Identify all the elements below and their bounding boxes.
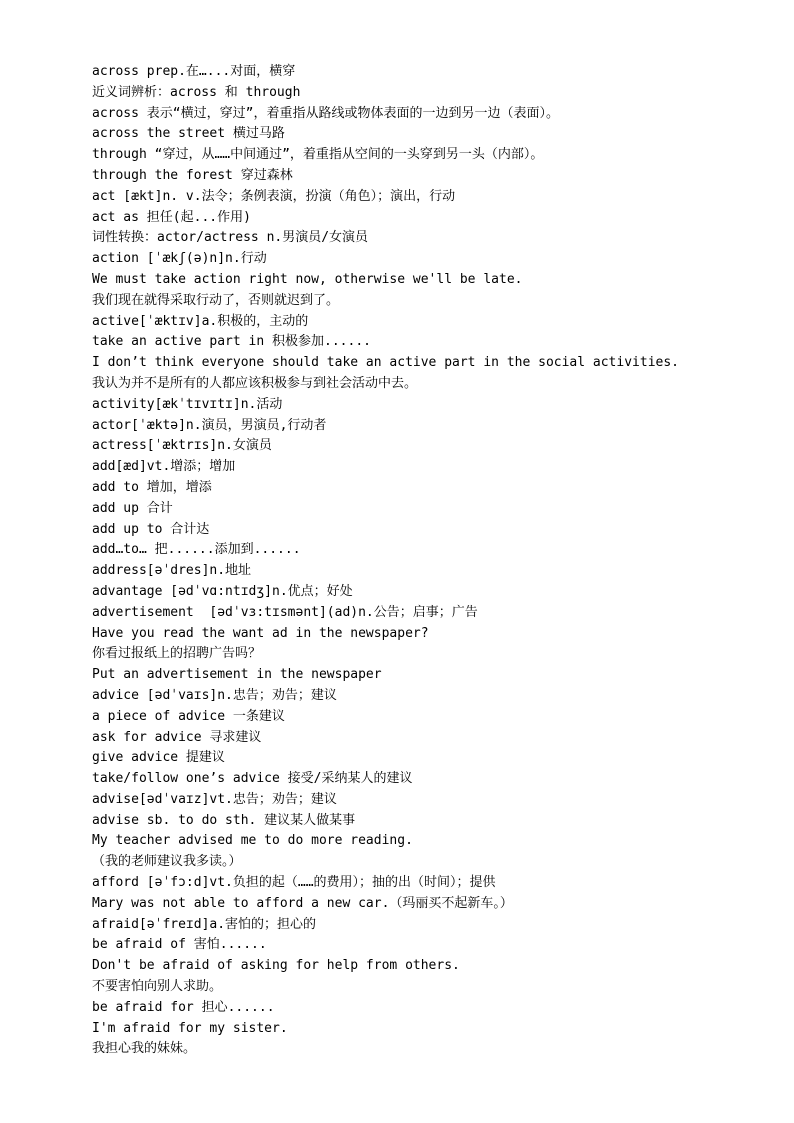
text-line: Have you read the want ad in the newspaper?: [92, 625, 429, 641]
text-line: through “穿过，从……中间通过”，着重指从空间的一头穿到另一头（内部）。: [92, 147, 544, 163]
text-line: advertisement [ədˈvɜ:tɪsmənt](ad)n.公告；启事；广告: [92, 604, 478, 620]
text-line: advantage [ədˈvɑ:ntɪdʒ]n.优点；好处: [92, 583, 353, 599]
text-line: advise sb. to do sth. 建议某人做某事: [92, 812, 356, 828]
text-line: I don’t think everyone should take an active part in the social activities.: [92, 355, 679, 371]
text-line: address[əˈdres]n.地址: [92, 563, 252, 579]
text-line: be afraid for 担心......: [92, 999, 275, 1015]
text-line: act as 担任(起...作用): [92, 209, 251, 225]
text-line: add up to 合计达: [92, 521, 210, 537]
text-line: across 表示“横过，穿过”，着重指从路线或物体表面的一边到另一边（表面）。: [92, 105, 559, 121]
text-line: act [ækt]n. v.法令；条例表演，扮演（角色）；演出，行动: [92, 188, 456, 204]
document-body: [92, 62, 732, 1060]
text-line: 不要害怕向别人求助。: [92, 979, 223, 995]
text-line: take an active part in 积极参加......: [92, 334, 371, 350]
text-line: ask for advice 寻求建议: [92, 729, 262, 745]
text-line: give advice 提建议: [92, 750, 225, 766]
text-line: actress[ˈæktrɪs]n.女演员: [92, 438, 272, 454]
text-line: 近义词辨析：across 和 through: [92, 84, 301, 100]
text-line: active[ˈæktɪv]a.积极的，主动的: [92, 313, 309, 329]
text-line: Put an advertisement in the newspaper: [92, 667, 382, 683]
text-line: I'm afraid for my sister.: [92, 1020, 288, 1036]
text-line: add to 增加，增添: [92, 479, 212, 495]
text-line: add…to… 把......添加到......: [92, 542, 301, 558]
text-line: add up 合计: [92, 500, 173, 516]
text-line: through the forest 穿过森林: [92, 167, 293, 183]
text-line: add[æd]vt.增添；增加: [92, 459, 236, 475]
text-line: actor[ˈæktə]n.演员，男演员,行动者: [92, 417, 327, 433]
text-line: My teacher advised me to do more reading.: [92, 833, 413, 849]
text-line: afford [əˈfɔ:d]vt.负担的起（……的费用）；抽的出（时间）；提供: [92, 875, 496, 891]
text-line: across the street 横过马路: [92, 126, 285, 142]
text-line: 词性转换：actor/actress n.男演员/女演员: [92, 230, 369, 246]
text-line: 你看过报纸上的招聘广告吗？: [92, 646, 262, 662]
text-line: advise[ədˈvaɪz]vt.忠告；劝告；建议: [92, 791, 337, 807]
text-line: a piece of advice 一条建议: [92, 708, 285, 724]
text-line: activity[ækˈtɪvɪtɪ]n.活动: [92, 396, 283, 412]
text-line: 我认为并不是所有的人都应该积极参与到社会活动中去。: [92, 375, 418, 391]
text-line: afraid[əˈfreɪd]a.害怕的；担心的: [92, 916, 317, 932]
text-line: 我担心我的妹妹。: [92, 1041, 197, 1057]
text-line: take/follow one’s advice 接受/采纳某人的建议: [92, 771, 413, 787]
text-line: Mary was not able to afford a new car.（玛丽买不起新车。）: [92, 895, 513, 911]
text-line: We must take action right now, otherwise we'll be late.: [92, 271, 523, 287]
text-line: 我们现在就得采取行动了，否则就迟到了。: [92, 292, 340, 308]
text-line: Don't be afraid of asking for help from others.: [92, 958, 460, 974]
text-line: （我的老师建议我多读。）: [92, 854, 242, 870]
text-line: be afraid of 害怕......: [92, 937, 267, 953]
text-line: across prep.在…...对面，横穿: [92, 64, 296, 79]
text-line: advice [ədˈvaɪs]n.忠告；劝告；建议: [92, 687, 337, 703]
text-line: action [ˈækʃ(ə)n]n.行动: [92, 251, 267, 267]
